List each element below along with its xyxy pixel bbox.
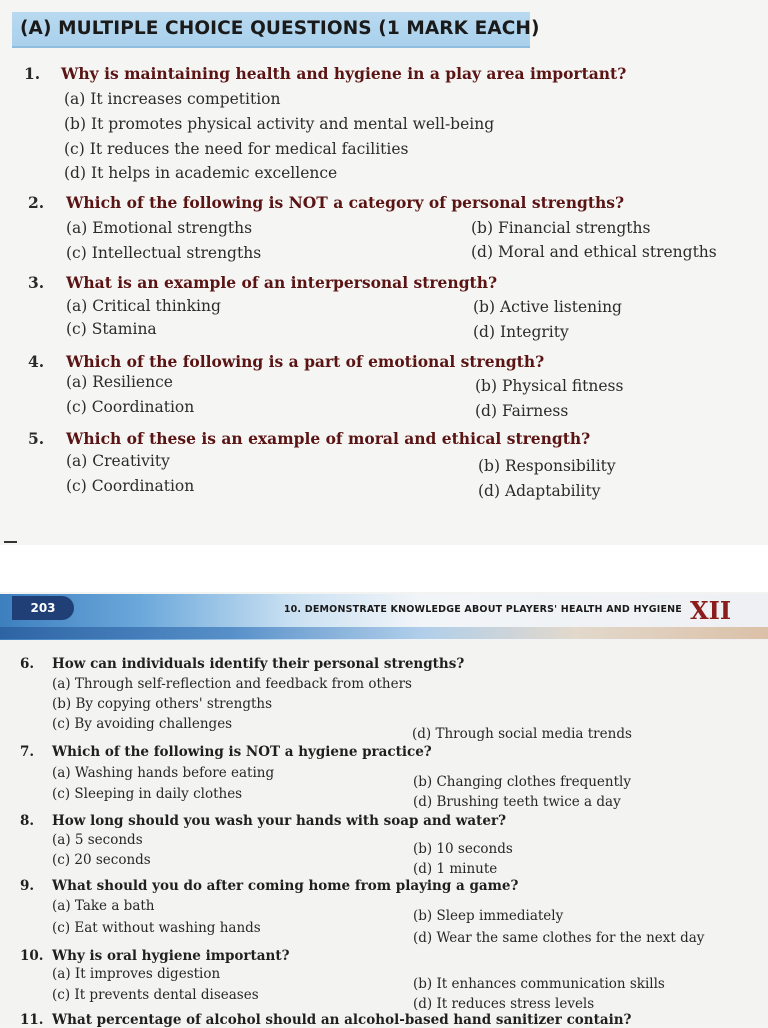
- option-b: (b) 10 seconds: [413, 841, 513, 857]
- running-head: 10. DEMONSTRATE KNOWLEDGE ABOUT PLAYERS' HEALTH AND HYGIENE: [283, 604, 682, 615]
- question-text: How can individuals identify their personal strengths?: [52, 656, 465, 672]
- option-b: (b) By copying others' strengths: [52, 696, 273, 712]
- page-gap: [0, 545, 768, 592]
- question-number: 1.: [24, 64, 41, 83]
- option-c: (c) Intellectual strengths: [66, 244, 262, 262]
- option-c: (c) By avoiding challenges: [52, 716, 233, 732]
- question-number: 9.: [20, 878, 35, 894]
- question-text: How long should you wash your hands with soap and water?: [52, 813, 507, 829]
- question-text: Which of these is an example of moral and ethical strength?: [66, 429, 591, 448]
- section-title: (A) MULTIPLE CHOICE QUESTIONS (1 MARK EACH): [20, 18, 540, 39]
- question-number: 3.: [28, 273, 45, 292]
- option-d: (d) Adaptability: [478, 482, 601, 500]
- page-number-badge: 203: [12, 596, 74, 620]
- option-a: (a) Take a bath: [52, 898, 155, 914]
- question-text: Why is oral hygiene important?: [52, 948, 290, 964]
- class-mark: XII: [690, 596, 732, 625]
- option-c: (c) Stamina: [66, 320, 157, 338]
- option-a: (a) Through self-reflection and feedback from others: [52, 676, 412, 692]
- option-d: (d) Fairness: [475, 402, 569, 420]
- option-b: (b) Financial strengths: [471, 219, 651, 237]
- option-b: (b) Responsibility: [478, 457, 616, 475]
- option-b: (b) Active listening: [473, 298, 622, 316]
- question-number: 6.: [20, 656, 35, 672]
- question-text: What is an example of an interpersonal strength?: [66, 273, 498, 292]
- option-d: (d) Through social media trends: [412, 726, 632, 742]
- option-c: (c) 20 seconds: [52, 852, 151, 868]
- option-a: (a) Critical thinking: [66, 297, 221, 315]
- option-a: (a) Emotional strengths: [66, 219, 253, 237]
- page-edge-mark: [4, 541, 17, 543]
- option-d: (d) Brushing teeth twice a day: [413, 794, 621, 810]
- question-number: 8.: [20, 813, 35, 829]
- option-b: (b) It promotes physical activity and mental well-being: [64, 115, 495, 133]
- option-a: (a) Washing hands before eating: [52, 765, 275, 781]
- option-b: (b) Physical fitness: [475, 377, 624, 395]
- option-d: (d) It reduces stress levels: [413, 996, 595, 1012]
- question-text: What should you do after coming home from playing a game?: [52, 878, 519, 894]
- question-text: Which of the following is a part of emotional strength?: [66, 352, 545, 371]
- question-text: Which of the following is NOT a hygiene practice?: [52, 744, 432, 760]
- question-text: Which of the following is NOT a category of personal strengths?: [66, 193, 625, 212]
- option-d: (d) Wear the same clothes for the next day: [413, 930, 705, 946]
- option-a: (a) It increases competition: [64, 90, 281, 108]
- option-c: (c) Coordination: [66, 477, 195, 495]
- question-number: 10.: [20, 948, 44, 964]
- option-b: (b) It enhances communication skills: [413, 976, 665, 992]
- question-number: 5.: [28, 429, 45, 448]
- option-a: (a) 5 seconds: [52, 832, 143, 848]
- question-number: 7.: [20, 744, 35, 760]
- option-d: (d) 1 minute: [413, 861, 498, 877]
- option-b: (b) Sleep immediately: [413, 908, 564, 924]
- option-d: (d) Moral and ethical strengths: [471, 243, 717, 261]
- option-d: (d) It helps in academic excellence: [64, 164, 338, 182]
- question-number: 4.: [28, 352, 45, 371]
- option-c: (c) Coordination: [66, 398, 195, 416]
- question-text: What percentage of alcohol should an alcohol-based hand sanitizer contain?: [52, 1012, 632, 1028]
- option-d: (d) Integrity: [473, 323, 569, 341]
- page-header-stripe: [0, 627, 768, 639]
- option-a: (a) It improves digestion: [52, 966, 221, 982]
- option-c: (c) Eat without washing hands: [52, 920, 261, 936]
- option-c: (c) Sleeping in daily clothes: [52, 786, 243, 802]
- question-text: Why is maintaining health and hygiene in a play area important?: [61, 64, 627, 83]
- option-b: (b) Changing clothes frequently: [413, 774, 631, 790]
- option-c: (c) It reduces the need for medical facilities: [64, 140, 409, 158]
- question-number: 11.: [20, 1012, 44, 1028]
- option-a: (a) Creativity: [66, 452, 170, 470]
- option-a: (a) Resilience: [66, 373, 173, 391]
- question-number: 2.: [28, 193, 45, 212]
- option-c: (c) It prevents dental diseases: [52, 987, 259, 1003]
